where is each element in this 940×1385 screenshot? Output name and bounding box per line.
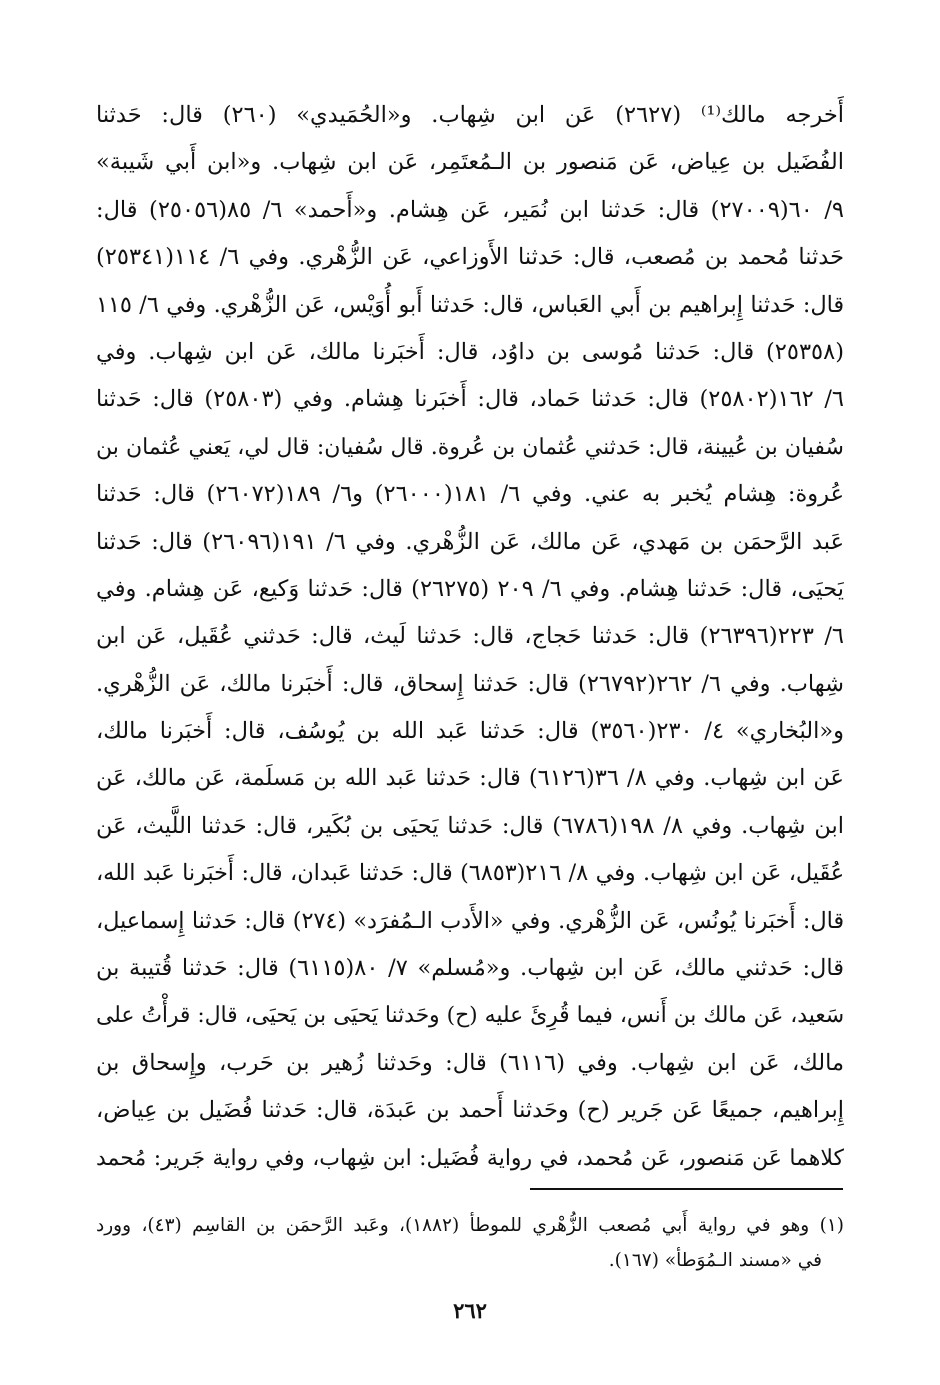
text-line-3: ٩/ ٦٠(٢٧٠٠٩) قال: حَدثنا ابن نُمَير، عَن هِشام. و«أَحمد» ٦/ ٨٥(٢٥٠٥٦) قال:: [96, 196, 844, 223]
page-number: ٢٦٢: [453, 1298, 487, 1323]
text-line-16: ابن شِهاب. وفي ٨/ ١٩٨(٦٧٨٦) قال: حَدثنا يَحيَى بن بُكَير، قال: حَدثنا اللَّيث، عَن: [96, 812, 844, 839]
text-line-10: عَبد الرَّحمَن بن مَهدي، عَن مالك، عَن الزُّهْري. وفي ٦/ ١٩١(٢٦٠٩٦) قال: حَدثنا: [96, 528, 844, 555]
footnotes-block: [96, 1208, 844, 1278]
text-line-14: و«البُخاري» ٤/ ٢٣٠(٣٥٦٠) قال: حَدثنا عَبد الله بن يُوسُف، قال: أَخبَرنا مالك،: [96, 718, 844, 745]
text-line-6: (٢٥٣٥٨) قال: حَدثنا مُوسى بن داوُد، قال: أَخبَرنا مالك، عَن ابن شِهاب. وفي: [96, 338, 844, 365]
text-line-15: عَن ابن شِهاب. وفي ٨/ ٣٦(٦١٢٦) قال: حَدثنا عَبد الله بن مَسلَمة، عَن مالك، عَن: [96, 765, 844, 792]
text-line-23: كلاهما عَن مَنصور، عَن مُحمد، في رواية فُضَيل: ابن شِهاب، وفي رواية جَرير: مُحمد: [96, 1145, 844, 1171]
text-line-21: مالك، عَن ابن شِهاب. وفي (٦١١٦) قال: وحَدثنا زُهير بن حَرب، وإِسحاق بن: [96, 1049, 844, 1076]
text-line-17: عُقَيل، عَن ابن شِهاب. وفي ٨/ ٢١٦(٦٨٥٣) قال: حَدثنا عَبدان، قال: أَخبَرنا عَبد الله،: [96, 860, 844, 887]
text-line-9: عُروة: هِشام يُخبر به عني. وفي ٦/ ١٨١(٢٦٠٠٠) و٦/ ١٨٩(٢٦٠٧٢) قال: حَدثنا: [96, 481, 844, 508]
text-line-1: أَخرجه مالك⁽¹⁾ (٢٦٢٧) عَن ابن شِهاب. و«الحُمَيدي» (٢٦٠) قال: حَدثنا: [96, 102, 844, 128]
footnote-1-line-2: في «مسند الـمُوَطأ» (١٦٧).: [608, 1250, 822, 1271]
text-line-7: ٦/ ١٦٢(٢٥٨٠٢) قال: حَدثنا حَماد، قال: أَخبَرنا هِشام. وفي (٢٥٨٠٣) قال: حَدثنا: [96, 386, 844, 413]
footnote-separator: [530, 1188, 843, 1190]
text-line-2: الفُضَيل بن عِياض، عَن مَنصور بن الـمُعتَمِر، عَن ابن شِهاب. و«ابن أَبي شَيبة»: [96, 149, 844, 176]
text-line-22: إِبراهيم، جميعًا عَن جَرير (ح) وحَدثنا أَحمد بن عَبدَة، قال: حَدثنا فُضَيل بن عِياض،: [96, 1097, 844, 1124]
text-line-4: حَدثنا مُحمد بن مُصعب، قال: حَدثنا الأَوزاعي، عَن الزُّهْري. وفي ٦/ ١١٤(٢٥٣٤١): [96, 244, 844, 271]
footnote-1-line-1: (١) وهو في رواية أَبي مُصعب الزُّهْري للموطأ (١٨٨٢)، وعَبد الرَّحمَن بن القاسِم (٤٣)، وورد: [96, 1215, 844, 1236]
text-line-13: شِهاب. وفي ٦/ ٢٦٢(٢٦٧٩٢) قال: حَدثنا إِسحاق، قال: أَخبَرنا مالك، عَن الزُّهْري.: [96, 670, 844, 697]
text-line-8: سُفيان بن عُيينة، قال: حَدثني عُثمان بن عُروة. قال سُفيان: قال لي، يَعني عُثمان بن: [96, 434, 844, 460]
text-line-11: يَحيَى، قال: حَدثنا هِشام. وفي ٦/ ٢٠٩ (٢٦٢٧٥) قال: حَدثنا وَكيع، عَن هِشام. وفي: [96, 575, 844, 602]
text-line-19: قال: حَدثني مالك، عَن ابن شِهاب. و«مُسلم» ٧/ ٨٠(٦١١٥) قال: حَدثنا قُتيبة بن: [96, 955, 844, 982]
text-line-20: سَعيد، عَن مالك بن أَنس، فيما قُرِئَ عليه (ح) وحَدثنا يَحيَى بن يَحيَى، قال: قرأْتُ على: [96, 1003, 844, 1029]
text-line-12: ٦/ ٢٢٣(٢٦٣٩٦) قال: حَدثنا حَجاج، قال: حَدثنا لَيث، قال: حَدثني عُقَيل، عَن ابن: [96, 623, 844, 650]
text-line-5: قال: حَدثنا إِبراهيم بن أَبي العَباس، قال: حَدثنا أَبو أُوَيْس، عَن الزُّهْري. وفي ٦/ ١١٥: [96, 291, 844, 318]
main-text-block: [96, 92, 844, 1182]
text-line-18: قال: أَخبَرنا يُونُس، عَن الزُّهْري. وفي «الأَدب الـمُفرَد» (٢٧٤) قال: حَدثنا إِسماعيل،: [96, 907, 844, 934]
